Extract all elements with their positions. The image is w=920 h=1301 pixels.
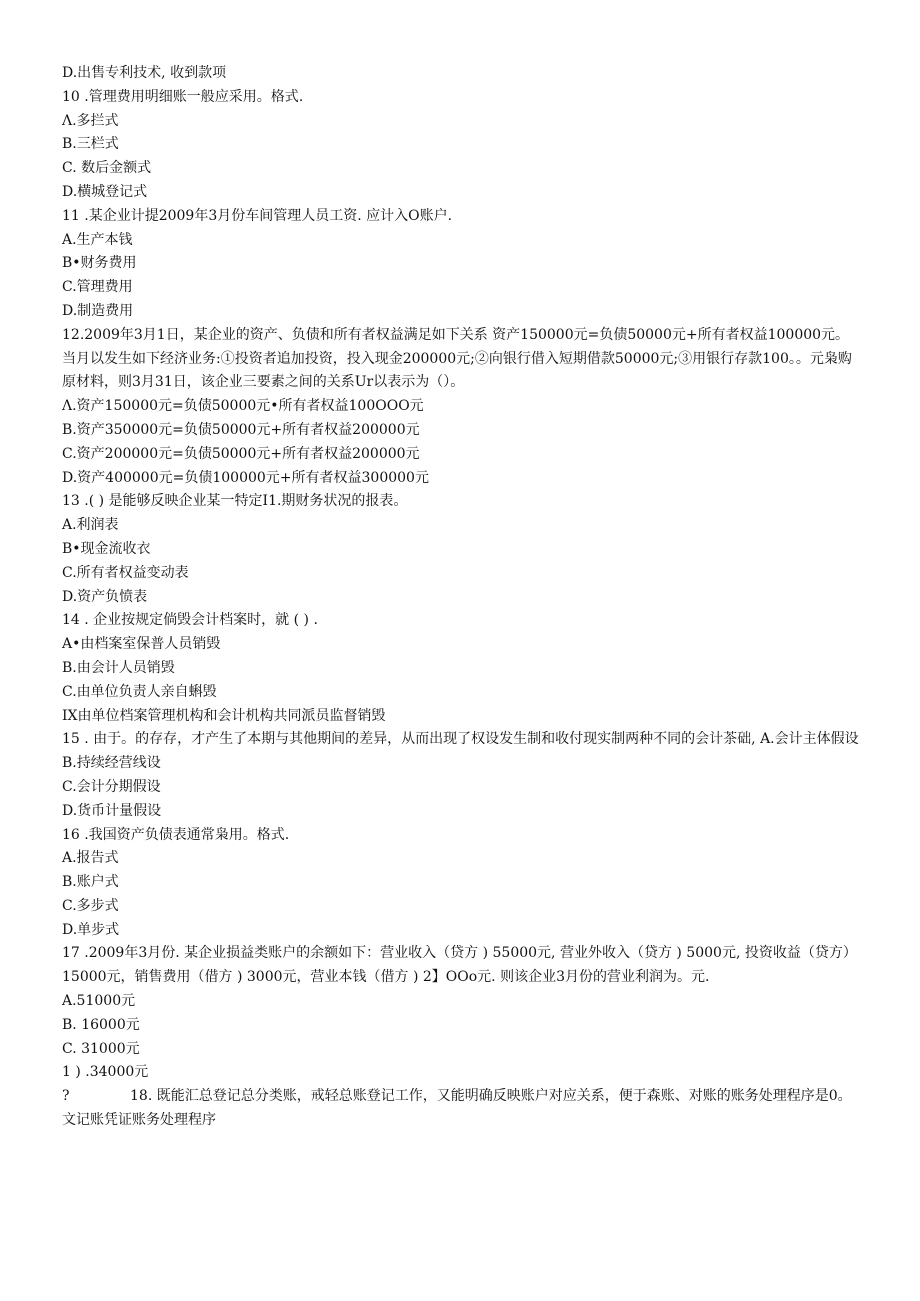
question-18-text: 18. 既能汇总登记总分类账，戒轻总账登记工作，又能明确反映账户对应关系，便于森账、对账的账务处理程序是0。 [130,1088,852,1105]
option-line: 文记账凭证账务处理程序 [62,1112,216,1129]
option-line: B•财务费用 [62,255,137,272]
option-line: D.横城登记式 [62,183,148,200]
option-line: D.资产400000元=负债100000元+所有者权益300000元 [62,469,429,486]
option-line: C.多步式 [62,897,119,914]
text-line: D.出售专利技术, 收到款项 [62,65,227,81]
option-line: C.由单位负责人亲自蝌毁 [62,683,217,700]
question-16: 16 .我国资产负债表通常枭用。格式. [62,826,290,843]
option-line: C.管理费用 [62,279,133,296]
option-line: B.账户式 [62,874,119,891]
option-line: C. 31000元 [62,1040,140,1057]
option-line: A.利润表 [62,517,119,534]
option-line: C.所有者权益变动表 [62,564,189,581]
option-line: IX由单位档案管理机构和会计机构共同派员监督销毁 [62,707,386,724]
option-line: B•现金流收衣 [62,540,151,557]
document-page [62,62,862,1133]
option-line: C.会计分期假设 [62,778,161,795]
option-line: A•由档案室保普人员销毁 [62,636,221,653]
option-line: D.资产负愤表 [62,588,148,605]
option-line: D.单步式 [62,921,120,938]
option-line: Λ.多拦式 [62,112,119,129]
option-line: A.报告式 [62,850,119,867]
option-line: B.资产350000元=负债50000元+所有者权益200000元 [62,421,420,438]
option-line: C. 数后金额式 [62,160,152,177]
option-line: 1 ) .34000元 [62,1064,149,1081]
option-line: D.制造费用 [62,302,134,319]
option-line: B.持续经营线设 [62,755,161,772]
option-line: Λ.资产150000元=负债50000元•所有者权益100OOO元 [62,398,424,415]
question-14: 14 . 企业按规定倘毁会计档案时，就 ( ) . [62,612,318,629]
question-13: 13 .( ) 是能够反映企业某一特定I1.期财务状况的报表。 [62,493,408,510]
option-line: C.资产200000元=负债50000元+所有者权益200000元 [62,445,420,462]
option-line: B.由会计人员销毁 [62,659,175,676]
option-line: B.三栏式 [62,136,119,153]
question-18 [62,1085,862,1109]
question-10: 10 .管理费用明细账一般应采用。格式. [62,88,304,105]
question-11: 11 .某企业计提2009年3月份车间管理人员工资. 应计入O账户. [62,207,453,224]
question-17: 17 .2009年3月份. 某企业损益类账户的余额如下：营业收入（贷方 ) 55000元, 营业外收入（贷方 ) 5000元, 投资收益（贷方）15000元，销售费用（借方 ) 3000元，营业本钱（借方 ) 2】OOo元. 则该企业3月份的营业利润为。元. [62,945,857,986]
question-12: 12.2009年3月1日，某企业的资产、负债和所有者权益满足如下关系 资产150000元=负债50000元+所有者权益100000元。当月以发生如下经济业务:①投资者追加投资，投入现金200000元;②向银行借入短期借款50000元;③用银行存款100。。元枭购原材料，则3月31日，该企业三要素之间的关系Ur以表示为（）。 [62,326,852,391]
option-line: B. 16000元 [62,1016,140,1033]
question-15: 15 . 由于。的存存，才产生了本期与其他期间的差异，从而出现了权设发生制和收付现实制两种不同的会计茶础, A.会计主体假设 [62,731,859,748]
option-line: A.生产本钱 [62,231,133,248]
option-line: D.货币计量假设 [62,802,162,819]
option-line: A.51000元 [62,993,136,1010]
question-mark: ? [62,1088,70,1105]
